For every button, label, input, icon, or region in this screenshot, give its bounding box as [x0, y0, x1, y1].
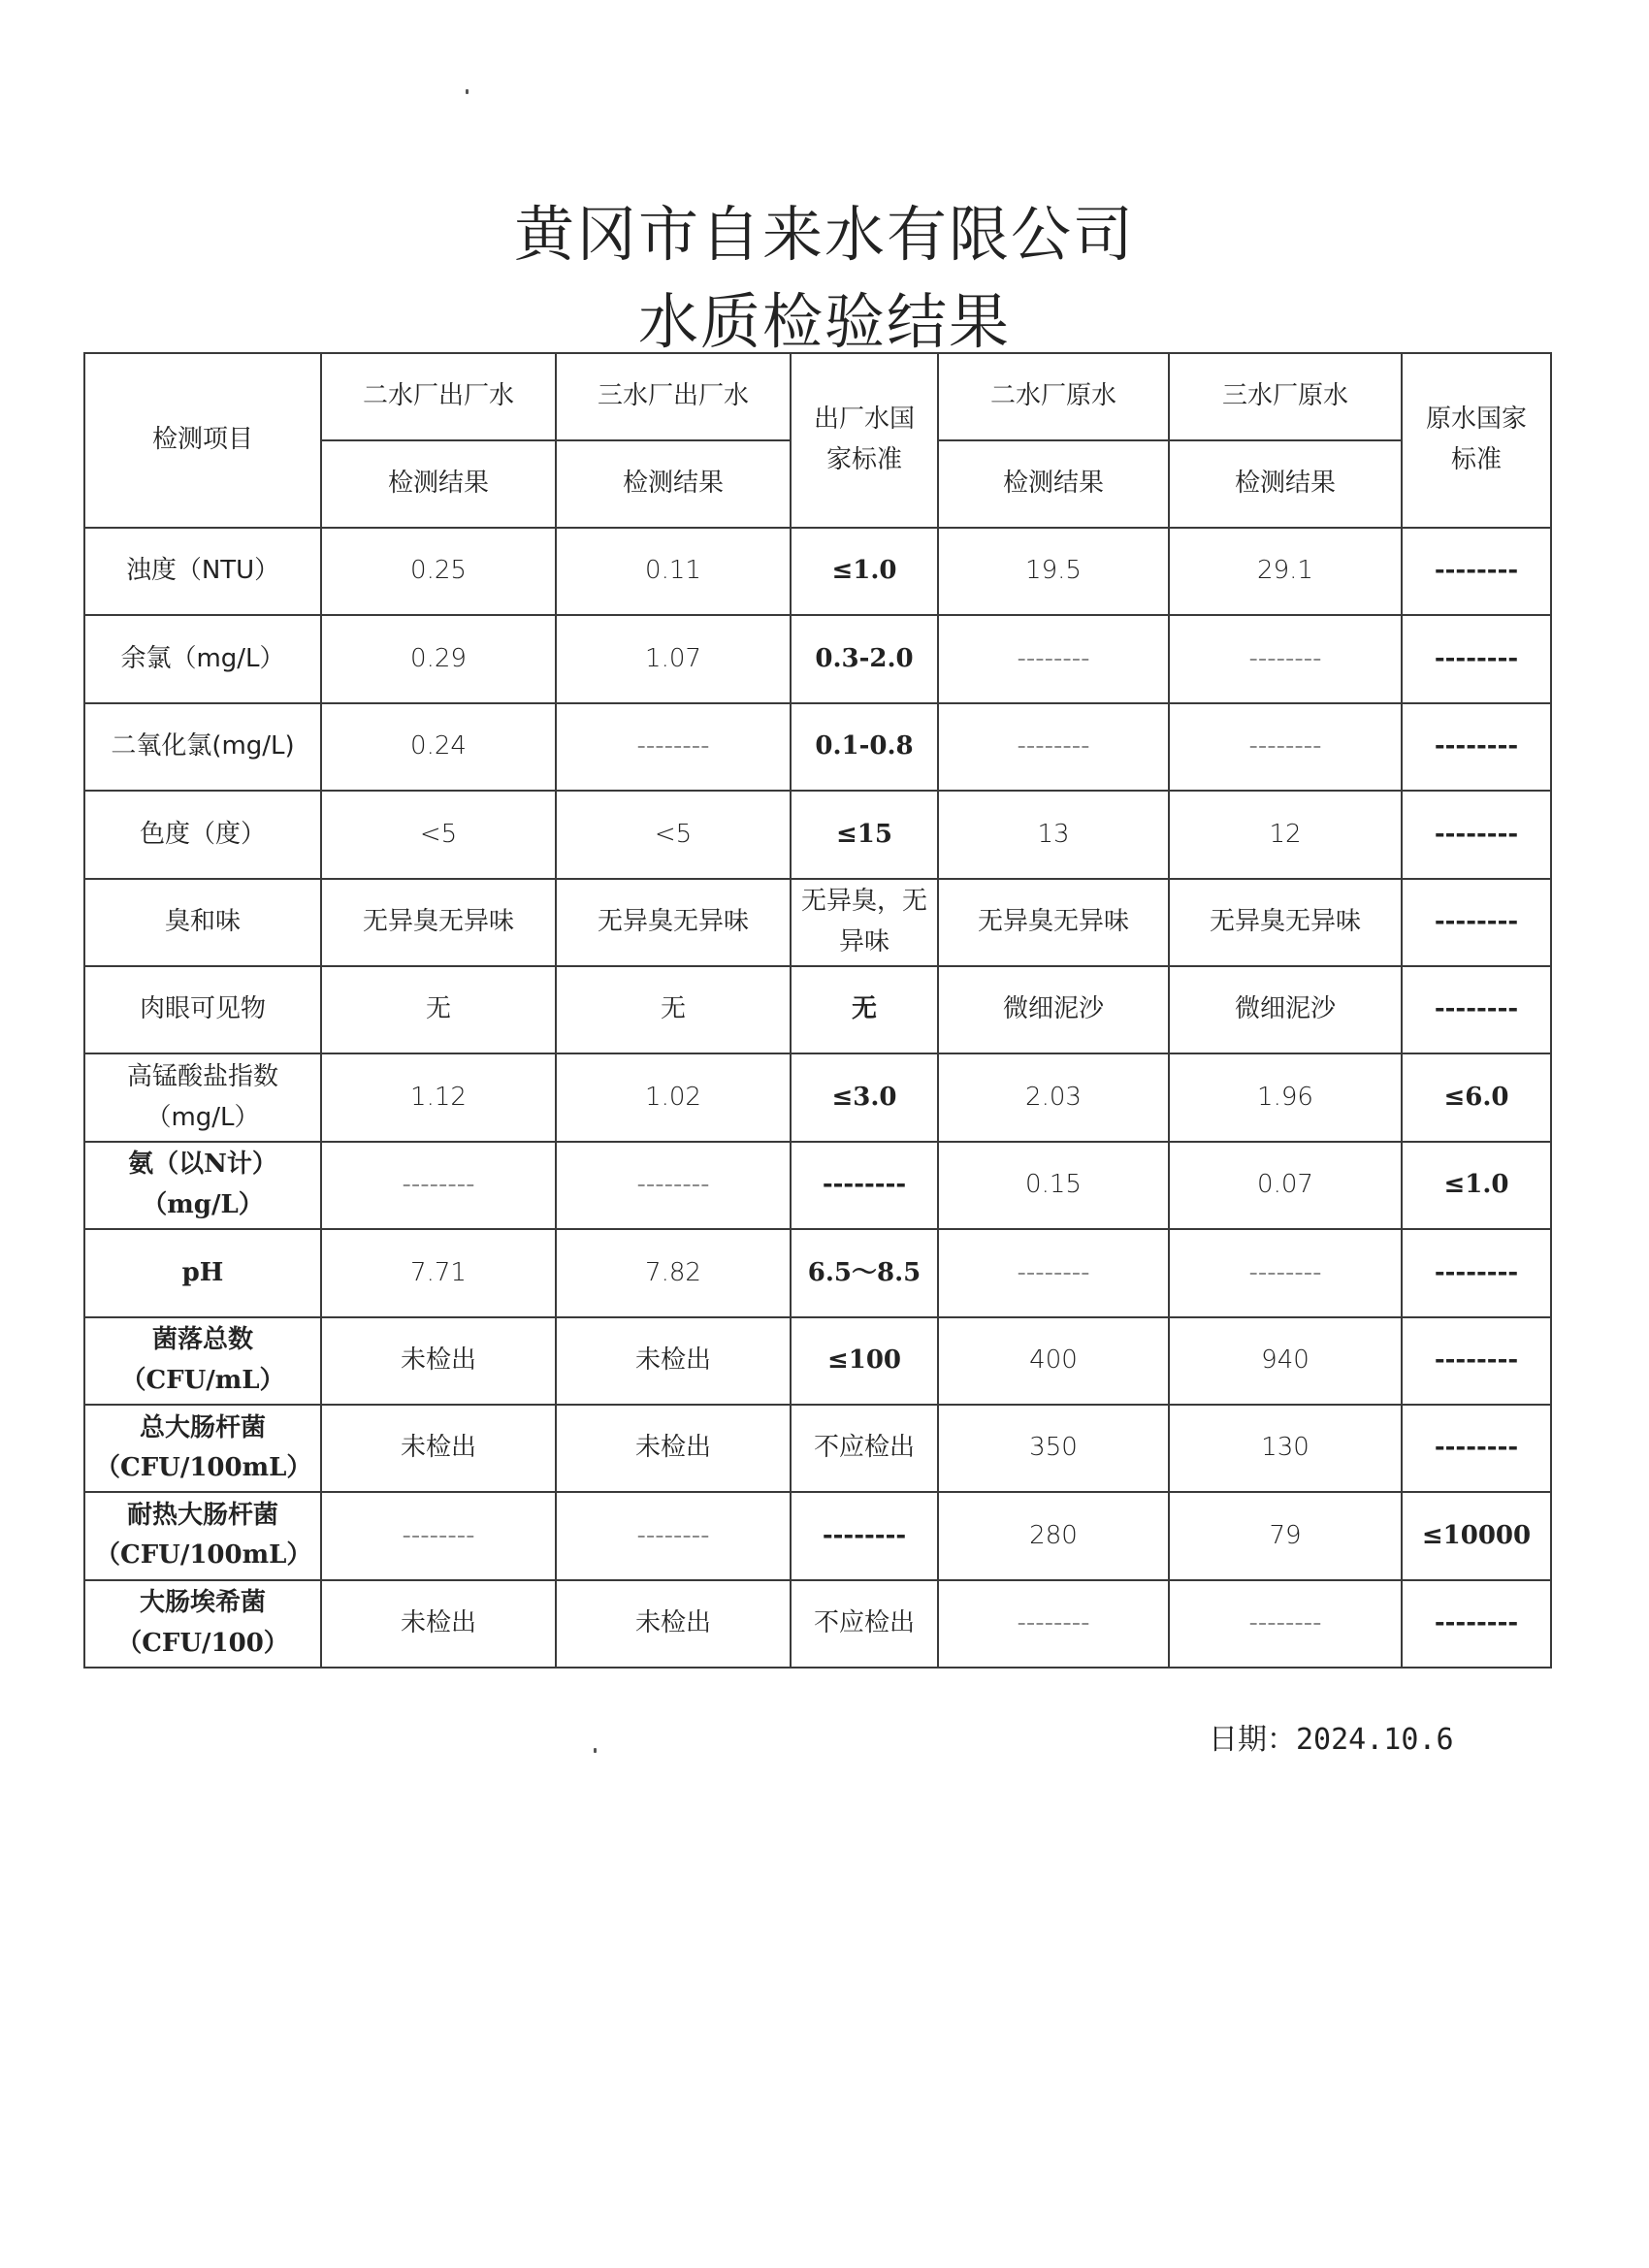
- cell-out-std: 6.5～8.5: [791, 1229, 938, 1316]
- table-row: [84, 1492, 1551, 1579]
- document-title: 黄冈市自来水有限公司: [513, 199, 1135, 270]
- cell-p3-out: 1.07: [556, 615, 791, 702]
- cell-raw-std: --------: [1402, 615, 1551, 702]
- cell-p3-raw: 79: [1169, 1492, 1402, 1579]
- cell-p3-raw: --------: [1169, 615, 1402, 702]
- document-subtitle: 水质检验结果: [637, 286, 1011, 357]
- cell-p2-raw: 无异臭无异味: [938, 879, 1169, 966]
- header-result-label: 检测结果: [938, 440, 1169, 528]
- cell-p2-out: 1.12: [321, 1053, 556, 1141]
- table-row: [84, 1317, 1551, 1405]
- cell-item: 浊度（NTU）: [84, 528, 321, 615]
- cell-p2-out: --------: [321, 1142, 556, 1229]
- cell-out-std: 无异臭，无异味: [791, 879, 938, 966]
- cell-p3-raw: 无异臭无异味: [1169, 879, 1402, 966]
- cell-out-std: 0.3-2.0: [791, 615, 938, 702]
- table-row: [84, 1580, 1551, 1668]
- cell-p3-raw: 1.96: [1169, 1053, 1402, 1141]
- cell-item: 大肠埃希菌（CFU/100）: [84, 1580, 321, 1668]
- cell-item: 肉眼可见物: [84, 966, 321, 1053]
- cell-p3-out: 未检出: [556, 1405, 791, 1492]
- cell-raw-std: --------: [1402, 879, 1551, 966]
- cell-out-std: ≤100: [791, 1317, 938, 1405]
- cell-p2-raw: 0.15: [938, 1142, 1169, 1229]
- header-result-label: 检测结果: [556, 440, 791, 528]
- cell-p3-out: 1.02: [556, 1053, 791, 1141]
- cell-raw-std: --------: [1402, 1229, 1551, 1316]
- cell-item: 二氧化氯(mg/L): [84, 703, 321, 791]
- cell-item: 总大肠杆菌（CFU/100mL）: [84, 1405, 321, 1492]
- cell-out-std: --------: [791, 1142, 938, 1229]
- table-row: [84, 1229, 1551, 1316]
- cell-p2-out: --------: [321, 1492, 556, 1579]
- report-date: 日期：2024.10.6: [1209, 1723, 1454, 1757]
- cell-out-std: 无: [791, 966, 938, 1053]
- table-row: [84, 1142, 1551, 1229]
- cell-out-std: ≤3.0: [791, 1053, 938, 1141]
- cell-p3-raw: 29.1: [1169, 528, 1402, 615]
- cell-p3-out: 7.82: [556, 1229, 791, 1316]
- scan-speck: [466, 89, 469, 94]
- table-row: [84, 1053, 1551, 1141]
- table-row: [84, 791, 1551, 878]
- cell-p2-out: <5: [321, 791, 556, 878]
- cell-out-std: 不应检出: [791, 1580, 938, 1668]
- cell-out-std: ≤15: [791, 791, 938, 878]
- cell-raw-std: ≤10000: [1402, 1492, 1551, 1579]
- cell-raw-std: ≤1.0: [1402, 1142, 1551, 1229]
- cell-p2-raw: 350: [938, 1405, 1169, 1492]
- cell-item: 菌落总数（CFU/mL）: [84, 1317, 321, 1405]
- cell-p2-raw: 19.5: [938, 528, 1169, 615]
- cell-raw-std: --------: [1402, 791, 1551, 878]
- cell-p3-out: --------: [556, 1492, 791, 1579]
- cell-p2-raw: --------: [938, 1229, 1169, 1316]
- cell-p2-raw: 微细泥沙: [938, 966, 1169, 1053]
- cell-item: 高锰酸盐指数（mg/L）: [84, 1053, 321, 1141]
- cell-item: 臭和味: [84, 879, 321, 966]
- header-result-label: 检测结果: [321, 440, 556, 528]
- header-plant2-out: 二水厂出厂水: [321, 353, 556, 440]
- table-row: [84, 966, 1551, 1053]
- cell-item: 氨（以N计）（mg/L）: [84, 1142, 321, 1229]
- cell-p2-raw: 400: [938, 1317, 1169, 1405]
- cell-p3-raw: 130: [1169, 1405, 1402, 1492]
- header-result-label: 检测结果: [1169, 440, 1402, 528]
- cell-p2-out: 未检出: [321, 1405, 556, 1492]
- cell-p3-raw: --------: [1169, 703, 1402, 791]
- cell-raw-std: --------: [1402, 703, 1551, 791]
- cell-item: 色度（度）: [84, 791, 321, 878]
- cell-p3-out: --------: [556, 703, 791, 791]
- cell-p3-raw: --------: [1169, 1580, 1402, 1668]
- cell-p2-out: 未检出: [321, 1317, 556, 1405]
- cell-raw-std: --------: [1402, 1317, 1551, 1405]
- water-quality-table: [83, 352, 1552, 1669]
- cell-p2-out: 0.24: [321, 703, 556, 791]
- cell-p2-out: 无: [321, 966, 556, 1053]
- header-plant3-raw: 三水厂原水: [1169, 353, 1402, 440]
- cell-p2-out: 0.25: [321, 528, 556, 615]
- cell-raw-std: ≤6.0: [1402, 1053, 1551, 1141]
- cell-p3-raw: --------: [1169, 1229, 1402, 1316]
- cell-out-std: 0.1-0.8: [791, 703, 938, 791]
- scan-speck: [594, 1748, 597, 1753]
- cell-p3-out: 0.11: [556, 528, 791, 615]
- cell-p2-raw: --------: [938, 1580, 1169, 1668]
- cell-item: pH: [84, 1229, 321, 1316]
- header-item: 检测项目: [84, 353, 321, 528]
- cell-p2-raw: --------: [938, 703, 1169, 791]
- cell-p3-raw: 0.07: [1169, 1142, 1402, 1229]
- cell-raw-std: --------: [1402, 1580, 1551, 1668]
- table-row: [84, 703, 1551, 791]
- cell-item: 余氯（mg/L）: [84, 615, 321, 702]
- cell-p2-raw: 280: [938, 1492, 1169, 1579]
- table-row: [84, 879, 1551, 966]
- header-row: [84, 353, 1551, 440]
- table-row: [84, 528, 1551, 615]
- cell-out-std: 不应检出: [791, 1405, 938, 1492]
- cell-p3-out: 无: [556, 966, 791, 1053]
- cell-p3-out: 无异臭无异味: [556, 879, 791, 966]
- cell-p3-out: 未检出: [556, 1580, 791, 1668]
- header-plant2-raw: 二水厂原水: [938, 353, 1169, 440]
- header-raw-standard: 原水国家标准: [1402, 353, 1551, 528]
- cell-p3-out: --------: [556, 1142, 791, 1229]
- header-plant3-out: 三水厂出厂水: [556, 353, 791, 440]
- cell-p2-raw: 13: [938, 791, 1169, 878]
- cell-p2-out: 无异臭无异味: [321, 879, 556, 966]
- table-row: [84, 1405, 1551, 1492]
- cell-p2-out: 7.71: [321, 1229, 556, 1316]
- cell-raw-std: --------: [1402, 966, 1551, 1053]
- cell-p2-out: 未检出: [321, 1580, 556, 1668]
- cell-raw-std: --------: [1402, 528, 1551, 615]
- cell-p2-out: 0.29: [321, 615, 556, 702]
- cell-p2-raw: 2.03: [938, 1053, 1169, 1141]
- header-out-standard: 出厂水国家标准: [791, 353, 938, 528]
- cell-out-std: ≤1.0: [791, 528, 938, 615]
- cell-p3-raw: 940: [1169, 1317, 1402, 1405]
- cell-raw-std: --------: [1402, 1405, 1551, 1492]
- cell-p3-raw: 12: [1169, 791, 1402, 878]
- cell-p3-raw: 微细泥沙: [1169, 966, 1402, 1053]
- table-row: [84, 615, 1551, 702]
- cell-p3-out: <5: [556, 791, 791, 878]
- cell-out-std: --------: [791, 1492, 938, 1579]
- cell-p2-raw: --------: [938, 615, 1169, 702]
- cell-item: 耐热大肠杆菌（CFU/100mL）: [84, 1492, 321, 1579]
- cell-p3-out: 未检出: [556, 1317, 791, 1405]
